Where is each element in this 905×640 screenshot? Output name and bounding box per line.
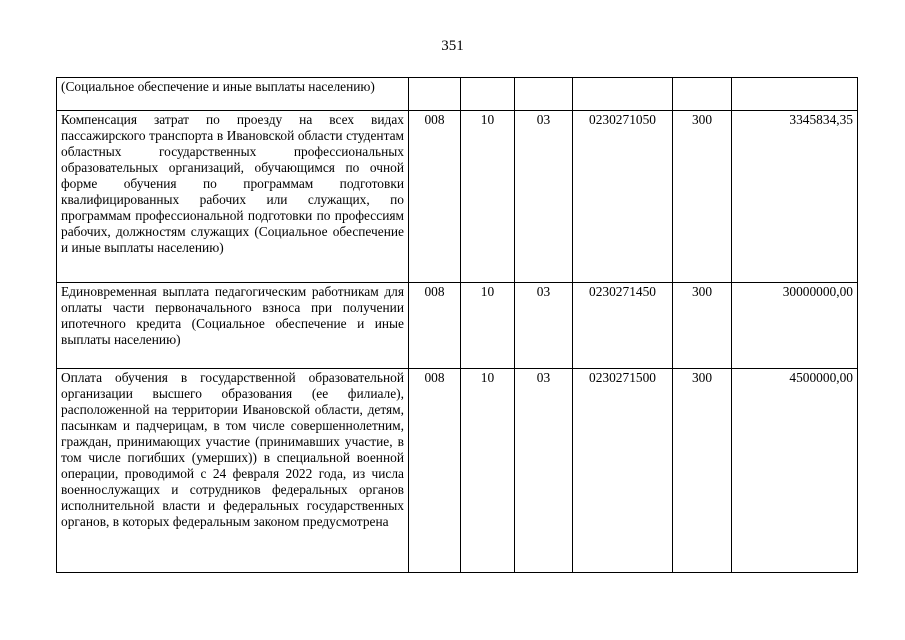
admin-code: 008	[409, 111, 461, 283]
subsection-code	[515, 78, 573, 111]
budget-table	[56, 77, 858, 573]
amount: 30000000,00	[732, 283, 858, 369]
amount	[732, 78, 858, 111]
subsection-code: 03	[515, 111, 573, 283]
section-code: 10	[461, 369, 515, 573]
section-code	[461, 78, 515, 111]
expense-type-code: 300	[673, 111, 732, 283]
expense-type-code: 300	[673, 369, 732, 573]
table-row	[57, 283, 858, 369]
section-code: 10	[461, 283, 515, 369]
page-number: 351	[441, 38, 464, 54]
table-row	[57, 369, 858, 573]
row-description: Оплата обучения в государственной образовательной организации высшего образования (ее филиале), расположенной на территории Ивановской области, детям, пасынкам и падчерицам, в том числе совершеннолетним, граждан, принимающих участие (принимавших участие, в том числе погибших (умерших)) в специальной военной операции, проводимой с 24 февраля 2022 года, из числа военнослужащих и сотрудников федеральных органов исполнительной власти и федеральных государственных органов, в которых федеральным законом предусмотрена	[57, 369, 409, 573]
amount: 4500000,00	[732, 369, 858, 573]
amount: 3345834,35	[732, 111, 858, 283]
target-article-code: 0230271500	[573, 369, 673, 573]
admin-code: 008	[409, 283, 461, 369]
target-article-code: 0230271450	[573, 283, 673, 369]
row-description: Единовременная выплата педагогическим работникам для оплаты части первоначального взноса при получении ипотечного кредита (Социальное обеспечение и иные выплаты населению)	[57, 283, 409, 369]
admin-code: 008	[409, 369, 461, 573]
subsection-code: 03	[515, 369, 573, 573]
row-description: Компенсация затрат по проезду на всех видах пассажирского транспорта в Ивановской области студентам областных государственных профессиональных образовательных организаций, обучающимся по очной форме обучения по программам подготовки квалифицированных рабочих или служащих, по программам профессиональной подготовки по профессиям рабочих, должностям служащих (Социальное обеспечение и иные выплаты населению)	[57, 111, 409, 283]
expense-type-code	[673, 78, 732, 111]
expense-type-code: 300	[673, 283, 732, 369]
table-row	[57, 111, 858, 283]
admin-code	[409, 78, 461, 111]
row-description: (Социальное обеспечение и иные выплаты населению)	[57, 78, 409, 111]
table-row	[57, 78, 858, 111]
target-article-code: 0230271050	[573, 111, 673, 283]
section-code: 10	[461, 111, 515, 283]
subsection-code: 03	[515, 283, 573, 369]
target-article-code	[573, 78, 673, 111]
